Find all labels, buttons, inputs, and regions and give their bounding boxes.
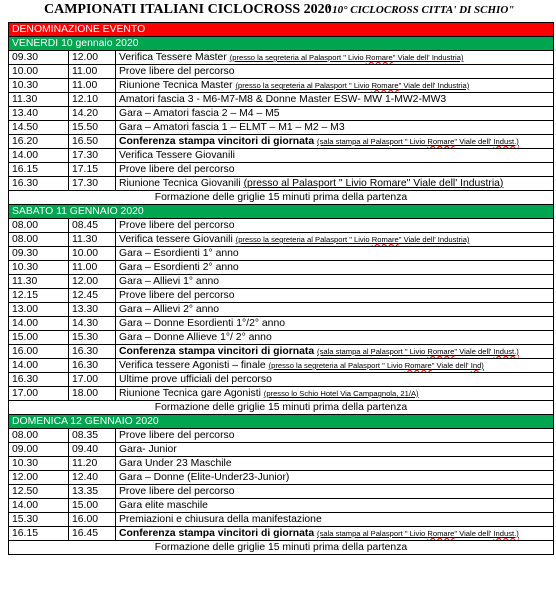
end-time: 12.40 xyxy=(69,471,116,485)
schedule-row xyxy=(9,289,554,303)
start-time: 08.00 xyxy=(9,233,69,247)
end-time: 12.45 xyxy=(69,289,116,303)
note-misspelled-word: Romare xyxy=(371,235,399,244)
activity-cell xyxy=(116,93,554,107)
schedule-table xyxy=(8,22,554,555)
end-time: 08.45 xyxy=(69,219,116,233)
end-time: 15.30 xyxy=(69,331,116,345)
note-misspelled-word: Indust.) xyxy=(493,347,519,356)
day-header: SABATO 11 GENNAIO 2020 xyxy=(9,205,554,219)
activity-cell xyxy=(116,121,554,135)
activity-text: Riunione Tecnica Giovanili xyxy=(119,178,241,189)
event-name-label: DENOMINAZIONE EVENTO xyxy=(9,23,554,37)
activity-cell xyxy=(116,331,554,345)
activity-text: Prove libere del percorso xyxy=(119,430,235,441)
schedule-row xyxy=(9,331,554,345)
start-time: 14.00 xyxy=(9,149,69,163)
activity-cell xyxy=(116,107,554,121)
activity-cell xyxy=(116,359,554,373)
note-text: (presso lo Schio Hotel Via Campagnola, 21/A) xyxy=(263,389,419,398)
end-time: 17.30 xyxy=(69,149,116,163)
activity-cell xyxy=(116,317,554,331)
activity-location-note: (presso al Palasport " Livio Romare" Viale dell' Industria) xyxy=(243,178,504,189)
schedule-row xyxy=(9,93,554,107)
note-text-end: " Viale dell' Industria) xyxy=(398,81,470,90)
schedule-body xyxy=(9,23,554,555)
grid-formation-note: Formazione delle griglie 15 minuti prima della partenza xyxy=(9,401,554,415)
start-time: 16.00 xyxy=(9,345,69,359)
schedule-row xyxy=(9,135,554,149)
start-time: 10.30 xyxy=(9,261,69,275)
start-time: 09.30 xyxy=(9,247,69,261)
start-time: 10.00 xyxy=(9,65,69,79)
end-time: 13.35 xyxy=(69,485,116,499)
activity-cell xyxy=(116,163,554,177)
activity-text: Riunione Tecnica Master xyxy=(119,80,233,91)
activity-text: Prove libere del percorso xyxy=(119,486,235,497)
end-time: 17.00 xyxy=(69,373,116,387)
start-time: 13.40 xyxy=(9,107,69,121)
note-text: (sala stampa al Palasport " Livio xyxy=(317,529,428,538)
day-header: DOMENICA 12 GENNAIO 2020 xyxy=(9,415,554,429)
activity-text: Gara – Esordienti 1° anno xyxy=(119,248,239,259)
activity-text: Gara – Allievi 2° anno xyxy=(119,304,220,315)
start-time: 14.00 xyxy=(9,317,69,331)
schedule-row xyxy=(9,219,554,233)
activity-text: Gara elite maschile xyxy=(119,500,208,511)
note-text-end: " Viale dell' Industria) xyxy=(398,235,470,244)
activity-cell xyxy=(116,289,554,303)
start-time: 14.50 xyxy=(9,121,69,135)
note-text-end: " Viale dell' xyxy=(454,347,494,356)
end-time: 18.00 xyxy=(69,387,116,401)
schedule-row xyxy=(9,373,554,387)
end-time: 17.30 xyxy=(69,177,116,191)
activity-text: Prove libere del percorso xyxy=(119,66,235,77)
start-time: 10.30 xyxy=(9,79,69,93)
event-subtitle: "10° CICLOCROSS CITTA' DI SCHIO" xyxy=(326,4,515,16)
note-misspelled-word: Indust.) xyxy=(493,137,519,146)
activity-cell xyxy=(116,499,554,513)
activity-text: Conferenza stampa vincitori di giornata xyxy=(119,346,315,357)
start-time: 12.50 xyxy=(9,485,69,499)
end-time: 08.35 xyxy=(69,429,116,443)
end-time: 16.00 xyxy=(69,513,116,527)
grid-formation-note-row xyxy=(9,401,554,415)
end-time: 16.30 xyxy=(69,359,116,373)
activity-cell xyxy=(116,471,554,485)
activity-location-note xyxy=(317,347,519,356)
event-name-row xyxy=(9,23,554,37)
activity-cell xyxy=(116,527,554,541)
end-time: 15.50 xyxy=(69,121,116,135)
note-misspelled-word: Romare xyxy=(365,53,393,62)
start-time: 13.00 xyxy=(9,303,69,317)
activity-text: Riunione Tecnica gare Agonisti xyxy=(119,388,261,399)
activity-text: Verifica tessere Agonisti – finale xyxy=(119,360,266,371)
start-time: 14.00 xyxy=(9,499,69,513)
note-text: (sala stampa al Palasport " Livio xyxy=(317,137,428,146)
end-time: 14.30 xyxy=(69,317,116,331)
activity-cell xyxy=(116,261,554,275)
grid-formation-note: Formazione delle griglie 15 minuti prima della partenza xyxy=(9,541,554,555)
end-time: 15.00 xyxy=(69,499,116,513)
start-time: 16.15 xyxy=(9,163,69,177)
schedule-row xyxy=(9,443,554,457)
start-time: 12.15 xyxy=(9,289,69,303)
end-time: 13.30 xyxy=(69,303,116,317)
end-time: 12.00 xyxy=(69,51,116,65)
note-misspelled-word: Indust.) xyxy=(493,529,519,538)
activity-location-note xyxy=(269,361,484,370)
activity-text: Prove libere del percorso xyxy=(119,164,235,175)
start-time: 15.30 xyxy=(9,513,69,527)
day-header-row xyxy=(9,205,554,219)
day-header-row xyxy=(9,37,554,51)
day-header: VENERDI 10 gennaio 2020 xyxy=(9,37,554,51)
grid-formation-note: Formazione delle griglie 15 minuti prima della partenza xyxy=(9,191,554,205)
activity-cell xyxy=(116,233,554,247)
schedule-row xyxy=(9,163,554,177)
schedule-row xyxy=(9,471,554,485)
start-time: 17.00 xyxy=(9,387,69,401)
activity-text: Premiazioni e chiusura della manifestazione xyxy=(119,514,322,525)
start-time: 09.30 xyxy=(9,51,69,65)
schedule-row xyxy=(9,275,554,289)
note-misspelled-word: Romare xyxy=(427,137,455,146)
schedule-row xyxy=(9,79,554,93)
schedule-row xyxy=(9,261,554,275)
end-time: 09.40 xyxy=(69,443,116,457)
start-time: 11.30 xyxy=(9,93,69,107)
end-time: 17.15 xyxy=(69,163,116,177)
start-time: 16.30 xyxy=(9,373,69,387)
schedule-row xyxy=(9,359,554,373)
schedule-row xyxy=(9,233,554,247)
start-time: 14.00 xyxy=(9,359,69,373)
start-time: 12.00 xyxy=(9,471,69,485)
note-misspelled-word: Romare xyxy=(404,361,432,370)
activity-cell xyxy=(116,303,554,317)
activity-cell xyxy=(116,345,554,359)
start-time: 16.15 xyxy=(9,527,69,541)
schedule-row xyxy=(9,51,554,65)
start-time: 08.00 xyxy=(9,429,69,443)
activity-text: Ultime prove ufficiali del percorso xyxy=(119,374,272,385)
schedule-row xyxy=(9,513,554,527)
end-time: 16.45 xyxy=(69,527,116,541)
activity-text: Conferenza stampa vincitori di giornata xyxy=(119,136,315,147)
activity-text: Gara- Junior xyxy=(119,444,177,455)
schedule-row xyxy=(9,345,554,359)
schedule-row xyxy=(9,149,554,163)
end-time: 14.20 xyxy=(69,107,116,121)
end-time: 11.30 xyxy=(69,233,116,247)
note-misspelled-word: Romare xyxy=(371,81,399,90)
end-time: 12.10 xyxy=(69,93,116,107)
activity-text: Conferenza stampa vincitori di giornata xyxy=(119,528,315,539)
note-misspelled-word: Romare xyxy=(427,529,455,538)
activity-location-note xyxy=(264,389,419,398)
schedule-row xyxy=(9,247,554,261)
start-time: 08.00 xyxy=(9,219,69,233)
note-text-end: " Viale dell' xyxy=(431,361,471,370)
activity-text: Gara – Amatori fascia 1 – ELMT – M1 – M2 – M3 xyxy=(119,122,345,133)
note-text: (presso la segreteria al Palasport " Livio xyxy=(235,81,372,90)
activity-text: Prove libere del percorso xyxy=(119,220,235,231)
note-misspelled-word: Romare xyxy=(427,347,455,356)
end-time: 10.00 xyxy=(69,247,116,261)
note-text: (presso la segreteria al Palasport " Livio xyxy=(235,235,372,244)
day-header-row xyxy=(9,415,554,429)
end-time: 11.20 xyxy=(69,457,116,471)
note-text: (presso la segreteria al Palasport " Livio xyxy=(268,361,405,370)
activity-cell xyxy=(116,373,554,387)
end-time: 11.00 xyxy=(69,261,116,275)
schedule-row xyxy=(9,107,554,121)
note-text-end: " Viale dell' xyxy=(454,137,494,146)
note-misspelled-word: Ind) xyxy=(470,361,484,370)
schedule-row xyxy=(9,121,554,135)
activity-text: Verifica Tessere Giovanili xyxy=(119,150,235,161)
activity-text: Verifica tessere Giovanili xyxy=(119,234,233,245)
note-text-end: " Viale dell' xyxy=(454,529,494,538)
activity-cell xyxy=(116,275,554,289)
start-time: 10.30 xyxy=(9,457,69,471)
activity-location-note xyxy=(236,235,470,244)
activity-cell xyxy=(116,219,554,233)
activity-cell xyxy=(116,443,554,457)
activity-cell xyxy=(116,65,554,79)
activity-location-note xyxy=(317,529,519,538)
activity-text: Prove libere del percorso xyxy=(119,290,235,301)
activity-text: Amatori fascia 3 - M6-M7-M8 & Donne Master ESW- MW 1-MW2-MW3 xyxy=(119,94,447,105)
schedule-row xyxy=(9,527,554,541)
end-time: 11.00 xyxy=(69,79,116,93)
activity-cell xyxy=(116,79,554,93)
schedule-row xyxy=(9,65,554,79)
activity-location-note xyxy=(235,81,469,90)
activity-location-note xyxy=(230,53,464,62)
note-text: (presso la segreteria al Palasport " Livio xyxy=(229,53,366,62)
activity-text: Gara – Donne Esordienti 1°/2° anno xyxy=(119,318,286,329)
activity-cell xyxy=(116,387,554,401)
activity-cell xyxy=(116,51,554,65)
activity-text: Gara Under 23 Maschile xyxy=(119,458,232,469)
schedule-row xyxy=(9,485,554,499)
grid-formation-note-row xyxy=(9,191,554,205)
end-time: 16.30 xyxy=(69,345,116,359)
start-time: 16.30 xyxy=(9,177,69,191)
activity-location-note xyxy=(317,137,519,146)
activity-text: Gara – Allievi 1° anno xyxy=(119,276,220,287)
grid-formation-note-row xyxy=(9,541,554,555)
activity-text: Gara – Donne Allieve 1°/ 2° anno xyxy=(119,332,272,343)
schedule-row xyxy=(9,429,554,443)
schedule-row xyxy=(9,499,554,513)
note-text-end: " Viale dell' Industria) xyxy=(392,53,464,62)
start-time: 11.30 xyxy=(9,275,69,289)
activity-cell xyxy=(116,177,554,191)
activity-cell xyxy=(116,135,554,149)
activity-text: Gara – Amatori fascia 2 – M4 – M5 xyxy=(119,108,280,119)
activity-cell xyxy=(116,457,554,471)
activity-text: Gara – Esordienti 2° anno xyxy=(119,262,239,273)
schedule-row xyxy=(9,177,554,191)
schedule-row xyxy=(9,457,554,471)
activity-cell xyxy=(116,429,554,443)
activity-text: Verifica Tessere Master xyxy=(119,52,227,63)
title-row xyxy=(0,0,556,22)
end-time: 12.00 xyxy=(69,275,116,289)
start-time: 15.00 xyxy=(9,331,69,345)
end-time: 11.00 xyxy=(69,65,116,79)
schedule-row xyxy=(9,387,554,401)
activity-cell xyxy=(116,149,554,163)
activity-cell xyxy=(116,485,554,499)
activity-cell xyxy=(116,247,554,261)
activity-cell xyxy=(116,513,554,527)
document-title: CAMPIONATI ITALIANI CICLOCROSS 2020 xyxy=(44,2,332,17)
schedule-row xyxy=(9,303,554,317)
activity-text: Gara – Donne (Elite-Under23-Junior) xyxy=(119,472,290,483)
start-time: 09.00 xyxy=(9,443,69,457)
note-text: (sala stampa al Palasport " Livio xyxy=(317,347,428,356)
end-time: 16.50 xyxy=(69,135,116,149)
start-time: 16.20 xyxy=(9,135,69,149)
schedule-row xyxy=(9,317,554,331)
